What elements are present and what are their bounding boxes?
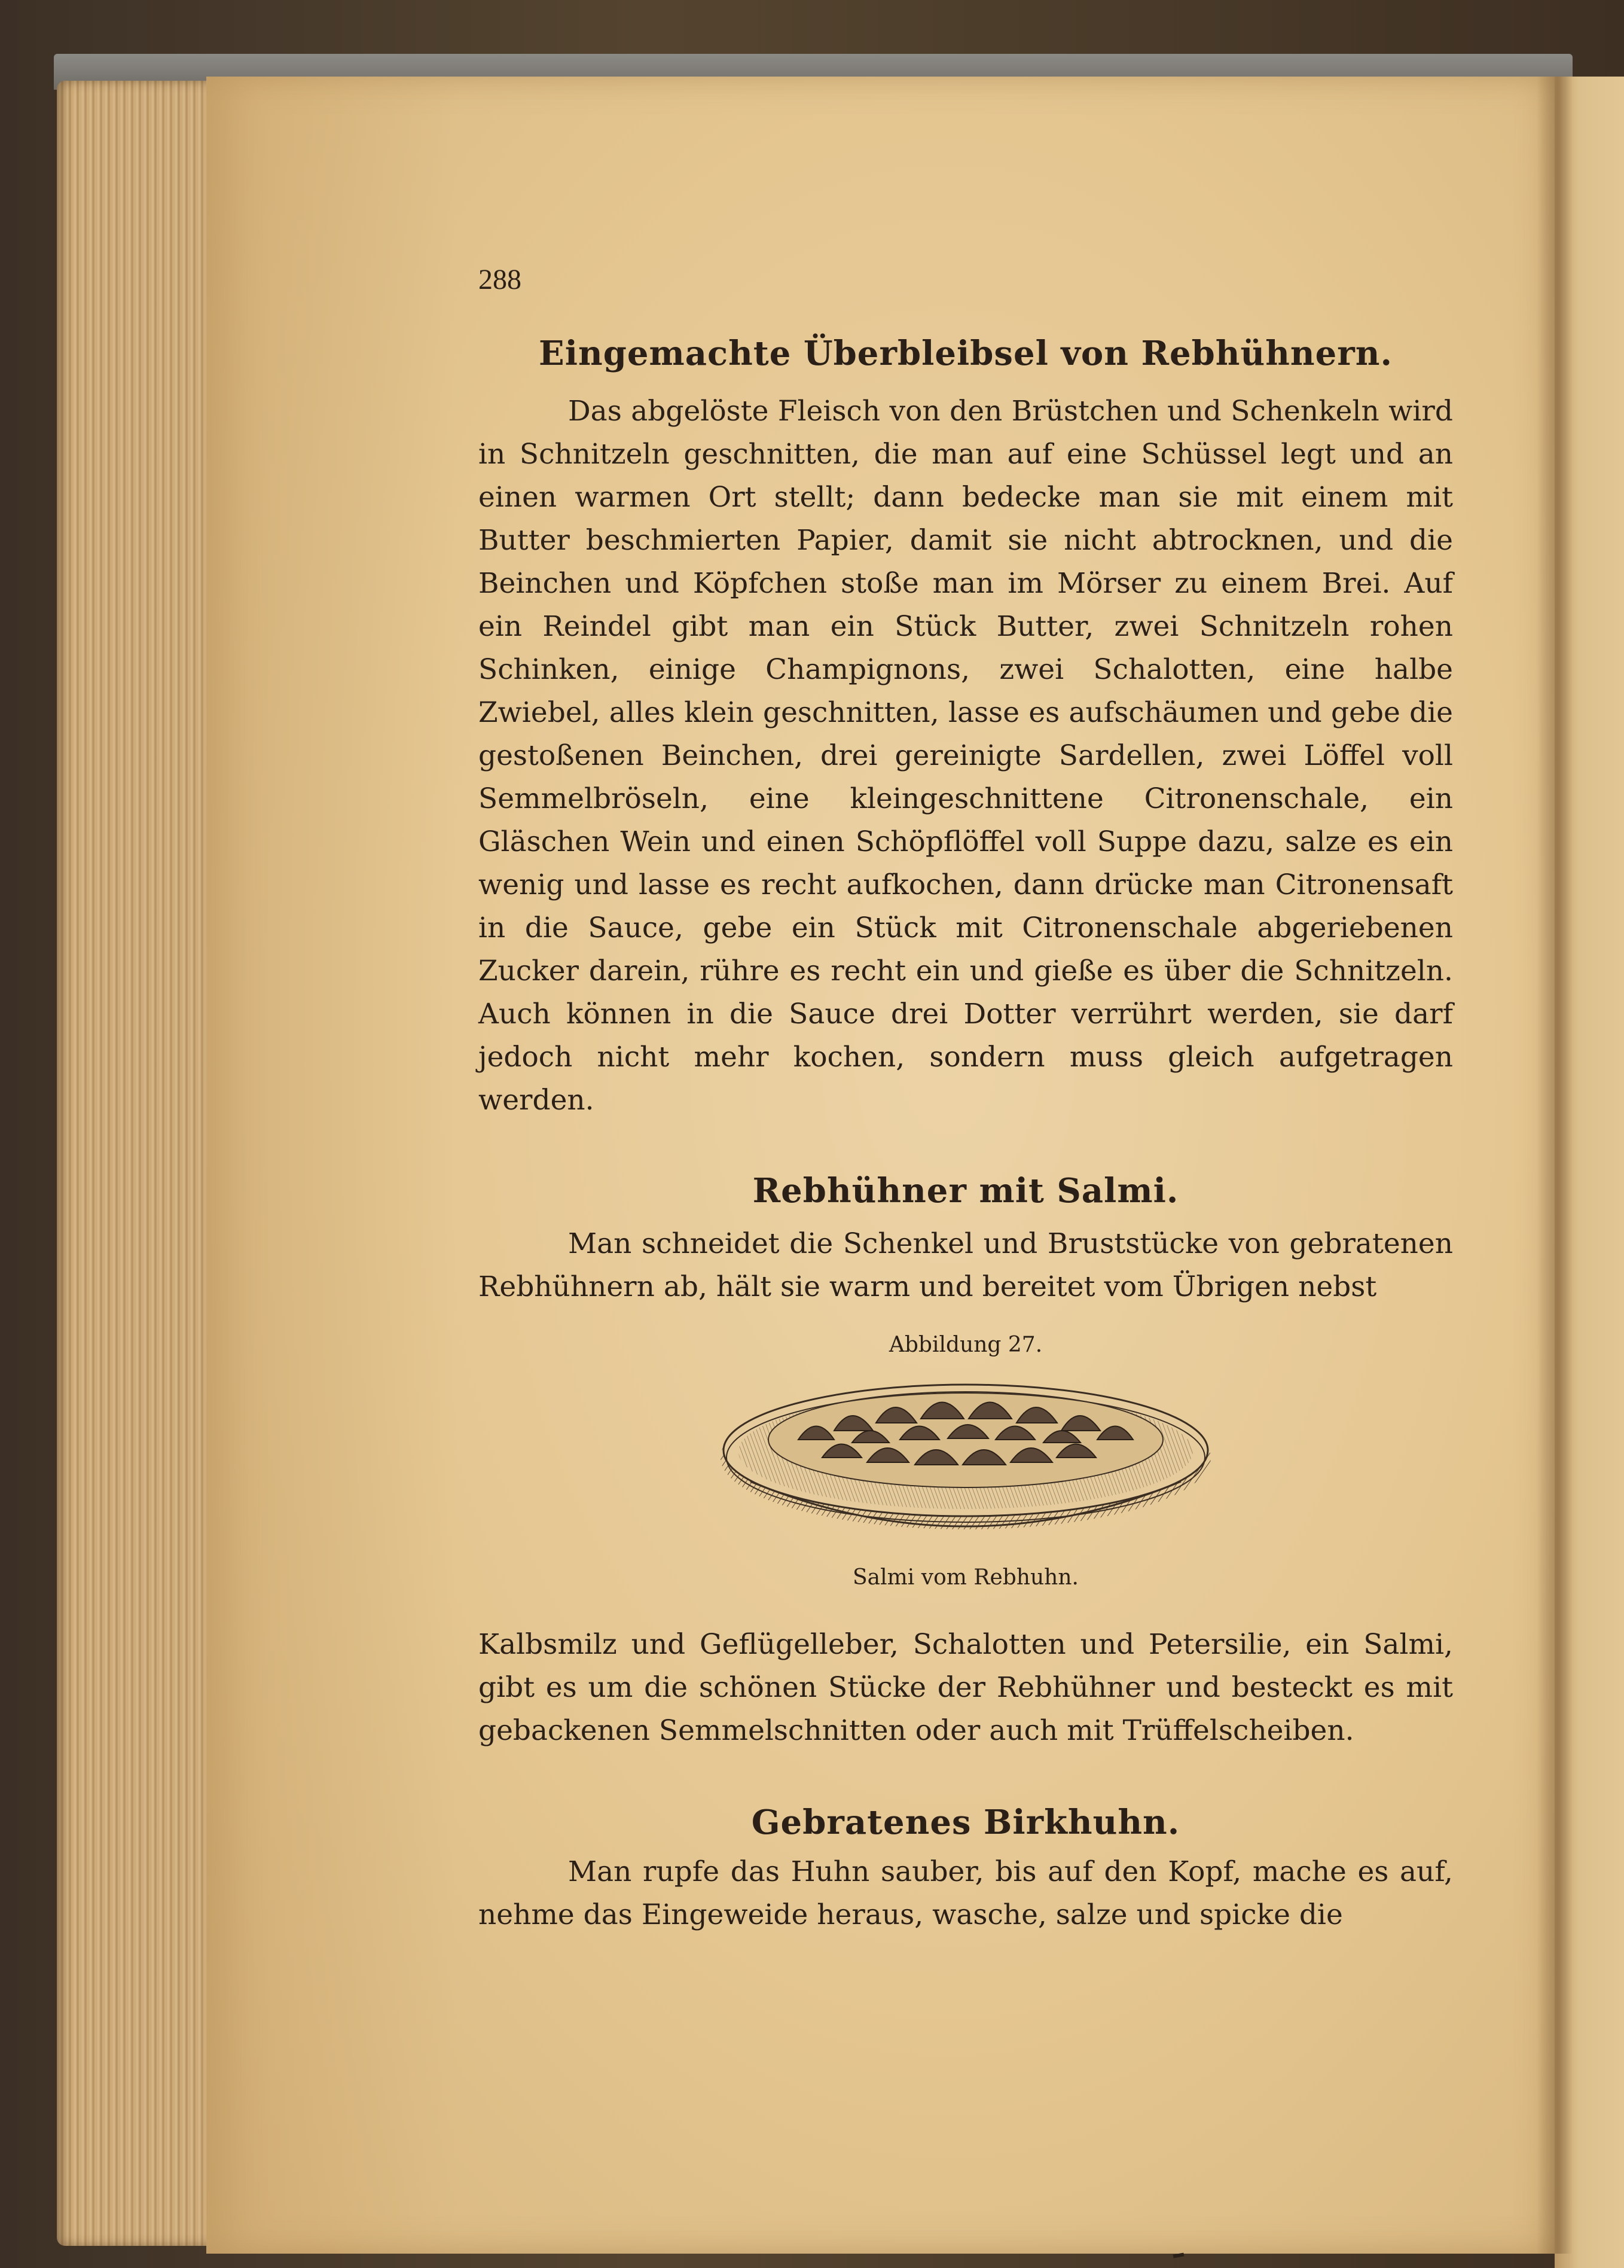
- section-paragraph: Man schneidet die Schenkel und Bruststücke von gebratenen Rebhühnern ab, hält sie warm und bereitet vom Übrigen nebst: [478, 1227, 1453, 1303]
- page-edges: [57, 81, 218, 2246]
- section-heading: Gebratenes Birkhuhn.: [751, 1803, 1180, 1842]
- page-number: 288: [478, 264, 521, 295]
- section-paragraph-continued: Kalbsmilz und Geflügelleber, Schalotten und Petersilie, ein Salmi, gibt es um die schönen Stücke der Rebhühner und besteckt es mit gebackenen Semmelschnitten oder auch mit Trüffelscheiben.: [478, 1628, 1453, 1747]
- section-heading: Rebhühner mit Salmi.: [752, 1171, 1179, 1211]
- section-heading: Eingemachte Überbleibsel von Rebhühnern.: [539, 334, 1393, 373]
- page-stain: [206, 77, 457, 2254]
- figure-caption: Salmi vom Rebhuhn.: [853, 1565, 1079, 1590]
- section-paragraph: Man rupfe das Huhn sauber, bis auf den Kopf, mache es auf, nehme das Eingeweide heraus, wasche, salze und spicke die: [478, 1855, 1453, 1931]
- page-content: [478, 263, 1453, 1937]
- figure-label: Abbildung 27.: [889, 1333, 1043, 1357]
- section-paragraph: Das abgelöste Fleisch von den Brüstchen und Schenkeln wird in Schnitzeln geschnitten, die man auf eine Schüssel legt und an einen warmen Ort stellt; dann bedecke man sie mit einem mit Butter beschmierten Papier, damit sie nicht abtrocknen, und die Beinchen und Köpfchen stoße man im Mörser zu einem Brei. Auf ein Reindel gibt man ein Stück Butter, zwei Schnitzeln rohen Schinken, einige Champignons, zwei Schalotten, eine halbe Zwiebel, alles klein geschnitten, lasse es aufschäumen und gebe die gestoßenen Beinchen, drei gereinigte Sardellen, zwei Löffel voll Semmelbröseln, eine kleingeschnittene Citronenschale, ein Gläschen Wein und einen Schöpflöffel voll Suppe dazu, salze es ein wenig und lasse es recht aufkochen, dann drücke man Citronensaft in die Sauce, gebe ein Stück mit Citronenschale abgeriebenen Zucker darein, rühre es recht ein und gieße es über die Schnitzeln. Auch können in die Sauce drei Dotter verrührt werden, sie darf jedoch nicht mehr kochen, sondern muss gleich aufgetragen werden.: [478, 395, 1453, 1117]
- book-gutter: [1537, 77, 1573, 2254]
- salmi-dish-illustration: [715, 1368, 1217, 1547]
